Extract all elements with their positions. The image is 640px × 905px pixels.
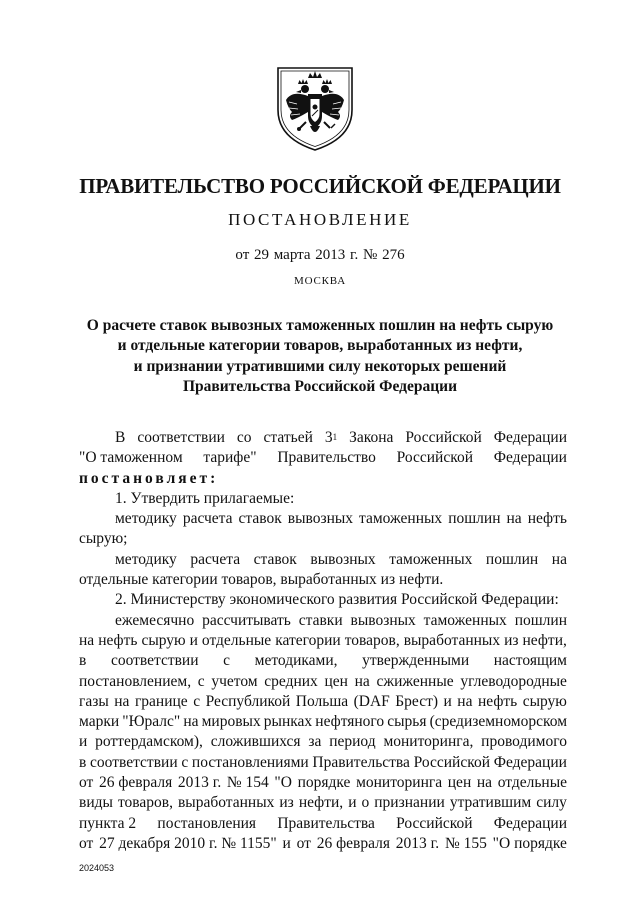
body-line: [79, 692, 567, 712]
word: таможенных: [423, 611, 507, 629]
word: тарифе": [203, 449, 257, 467]
body-line: [79, 773, 567, 793]
word: расчета: [190, 550, 241, 568]
word: рынках: [263, 713, 313, 731]
word: пошлин: [485, 550, 539, 568]
word: 26 февраля: [316, 834, 390, 852]
word: пошлин: [448, 510, 501, 528]
word: соответствии: [137, 429, 225, 446]
word: В: [115, 429, 126, 446]
body-line: [79, 672, 567, 692]
number-sign: №: [363, 247, 378, 263]
body-line: [79, 611, 567, 631]
word: из: [504, 631, 519, 649]
word: соответствии: [110, 652, 199, 670]
word: мониторинга: [356, 774, 443, 792]
subject-line: и отдельные категории товаров, выработанных из нефти,: [117, 337, 523, 355]
word: сырую: [141, 631, 186, 649]
word: выработанных: [403, 631, 501, 649]
body-line: [79, 732, 567, 752]
word: статьей: [263, 429, 313, 446]
word: от: [79, 834, 94, 852]
word: нефтяного: [315, 713, 385, 731]
word: ставок: [253, 550, 297, 568]
word: роттердамском),: [95, 733, 203, 751]
word: 27 декабря 2010 г. № 1155": [99, 834, 277, 852]
body-line: отдельные категории товаров, выработанных из нефти.: [79, 571, 444, 589]
word: рассчитывать: [202, 611, 291, 629]
word: Российской: [396, 449, 473, 467]
word: "Юралс": [122, 713, 181, 731]
word: соответствии: [90, 753, 178, 771]
word: порядке: [297, 774, 351, 792]
body-line: [79, 793, 567, 813]
subject-line: и признании утратившими силу некоторых решений: [133, 357, 507, 375]
article-number: 3: [324, 429, 333, 446]
word: 2013 г.: [177, 774, 222, 792]
word: с: [223, 652, 231, 670]
word: виды: [79, 794, 113, 812]
word: методику: [115, 510, 177, 528]
word: Федерации: [493, 814, 567, 832]
word: постановлением,: [79, 672, 192, 690]
word: товаров,: [344, 631, 400, 649]
word: методиками,: [254, 652, 338, 670]
word: 2013 г.: [395, 834, 440, 852]
resolves-word: постановляет:: [79, 469, 219, 487]
document-date: от 29 марта 2013 г.: [235, 247, 359, 263]
body-line: [79, 712, 567, 732]
word: Федерации: [493, 753, 567, 771]
word: на: [183, 713, 199, 731]
word: нефти,: [522, 631, 567, 649]
word: ставок: [238, 510, 282, 528]
article-superscript: 1: [332, 432, 338, 442]
government-title: ПРАВИТЕЛЬСТВО РОССИЙСКОЙ ФЕДЕРАЦИИ: [79, 174, 561, 198]
word: на: [114, 692, 130, 710]
body-line: сырую;: [79, 530, 128, 548]
body-line: [79, 631, 567, 651]
document-city: МОСКВА: [294, 275, 346, 287]
word: период: [329, 733, 376, 751]
document-number: 276: [382, 247, 405, 263]
word: на: [457, 692, 473, 710]
word: марки: [79, 713, 120, 731]
word: сырую: [522, 692, 567, 710]
word: границе: [134, 692, 188, 710]
body-line: 1. Утвердить прилагаемые:: [115, 489, 295, 507]
document-subject: [60, 316, 580, 397]
body-line: [79, 651, 567, 671]
word: с: [193, 692, 201, 710]
word: на: [476, 774, 493, 792]
word: на: [354, 672, 370, 690]
word: отдельные: [201, 631, 272, 649]
word: цен: [324, 672, 348, 690]
word: в: [79, 652, 87, 670]
body-line: [79, 428, 567, 448]
word: сложившихся: [210, 733, 301, 751]
word: "О порядке: [492, 834, 567, 852]
body-line: [79, 550, 567, 570]
word: Республикой: [205, 692, 291, 710]
word: и: [282, 834, 291, 852]
word: сжиженные: [376, 672, 454, 690]
word: цен: [447, 774, 472, 792]
word: утвержденными: [362, 652, 470, 670]
word: (DAF: [353, 692, 390, 710]
body-line: 2. Министерству экономического развития Российской Федерации:: [115, 591, 559, 609]
word: с: [181, 753, 189, 771]
word: постановлениями: [191, 753, 309, 771]
word: пошлин: [514, 611, 567, 629]
word: выработанных: [177, 794, 275, 812]
body-line: [79, 834, 567, 854]
word: методику: [115, 550, 177, 568]
word: признании: [374, 794, 445, 812]
word: нефть: [527, 510, 567, 528]
word: от: [296, 834, 311, 852]
word: вывозных: [350, 611, 416, 629]
body-line: [79, 448, 567, 468]
word: от: [79, 774, 94, 792]
word: Правительства: [277, 814, 375, 832]
word: Федерации: [493, 429, 567, 446]
word: расчета: [182, 510, 233, 528]
word: на: [551, 550, 567, 568]
word: и: [443, 692, 452, 710]
word: Правительство: [277, 449, 376, 467]
document-type: ПОСТАНОВЛЕНИЕ: [228, 210, 412, 229]
word: категории: [275, 631, 341, 649]
word: за: [308, 733, 322, 751]
word: отдельные: [497, 774, 567, 792]
coat-of-arms-emblem: [272, 60, 358, 152]
word: средних: [264, 672, 318, 690]
word: нефть: [98, 631, 138, 649]
word: вывозных: [287, 510, 354, 528]
word: на: [79, 631, 95, 649]
word: утратившим: [449, 794, 532, 812]
word: на: [506, 510, 522, 528]
word: Правительства: [312, 753, 410, 771]
body-line: [79, 753, 567, 773]
word: Брест): [395, 692, 439, 710]
word: таможенных: [389, 550, 473, 568]
word: вывозных: [310, 550, 376, 568]
subject-line: О расчете ставок вывозных таможенных пошлин на нефть сырую: [86, 317, 554, 334]
word: нефти,: [298, 794, 344, 812]
word: из: [279, 794, 294, 812]
word: и: [79, 733, 88, 751]
word: о: [361, 794, 370, 812]
word: и: [189, 631, 198, 649]
word: (средиземноморском: [429, 713, 567, 731]
word: пункта 2: [79, 814, 137, 832]
word: Российской: [405, 429, 482, 446]
word: силу: [536, 794, 567, 812]
word: ставки: [298, 611, 343, 629]
word: Федерации: [493, 449, 567, 467]
document-code: 2024053: [79, 863, 115, 873]
word: со: [236, 429, 252, 446]
body-line: [79, 469, 567, 489]
word: углеводородные: [460, 672, 567, 690]
word: Российской: [413, 753, 491, 771]
body-line: [79, 509, 567, 529]
word: с: [197, 672, 205, 690]
word: в: [79, 753, 87, 771]
word: товаров,: [117, 794, 173, 812]
word: учетом: [211, 672, 258, 690]
word: мировых: [201, 713, 261, 731]
word: нефть: [477, 692, 518, 710]
word: мониторинга,: [383, 733, 474, 751]
word: "О таможенном: [79, 449, 183, 467]
word: № 155: [444, 834, 487, 852]
document-date-number: [0, 246, 640, 264]
paragraph-monthly-calculation: [79, 611, 567, 855]
word: настоящим: [493, 652, 567, 670]
word: постановления: [157, 814, 257, 832]
word: Польша: [295, 692, 349, 710]
body-line: [79, 814, 567, 834]
word: газы: [79, 692, 109, 710]
subject-line: Правительства Российской Федерации: [182, 377, 458, 395]
word: таможенных: [359, 510, 443, 528]
word: "О: [274, 774, 292, 792]
document-body: [79, 428, 567, 854]
word: ежемесячно: [115, 611, 195, 629]
word: Закона: [349, 429, 394, 446]
article-reference: [325, 428, 337, 448]
word: сырья: [387, 713, 427, 731]
word: № 154: [226, 774, 269, 792]
word: 26 февраля: [98, 774, 173, 792]
word: проводимого: [481, 733, 567, 751]
word: и: [348, 794, 357, 812]
word: Российской: [396, 814, 473, 832]
